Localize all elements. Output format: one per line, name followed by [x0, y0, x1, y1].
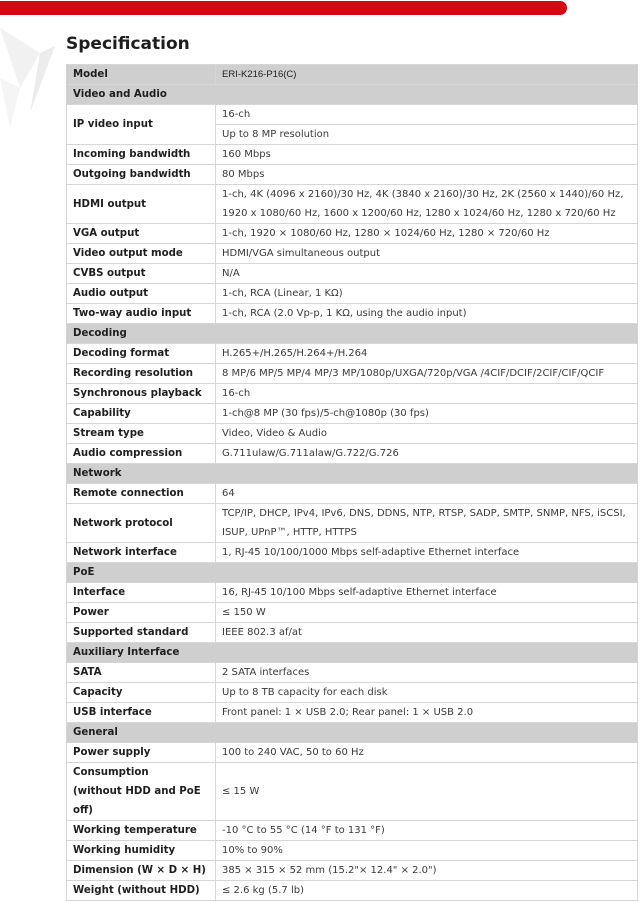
spec-label: Synchronous playback — [67, 384, 216, 404]
spec-value-line: IEEE 802.3 af/at — [222, 627, 302, 638]
spec-label: Interface — [67, 583, 216, 603]
spec-value-line: 16-ch — [222, 388, 251, 399]
spec-value — [216, 743, 638, 763]
spec-value-line: 1-ch, RCA (2.0 Vp-p, 1 KΩ, using the audio input) — [222, 308, 467, 319]
spec-row-outgoing-bandwidth — [67, 165, 638, 185]
spec-value — [216, 264, 638, 284]
spec-value-line: 80 Mbps — [222, 169, 265, 180]
spec-label: VGA output — [67, 224, 216, 244]
spec-value — [216, 663, 638, 683]
spec-value — [216, 603, 638, 623]
spec-label: Stream type — [67, 424, 216, 444]
spec-row-hdmi-output — [67, 185, 638, 224]
spec-value-line: H.265+/H.265/H.264+/H.264 — [222, 348, 368, 359]
spec-label: Incoming bandwidth — [67, 145, 216, 165]
spec-label: Outgoing bandwidth — [67, 165, 216, 185]
spec-row-video-output-mode — [67, 244, 638, 264]
section-header-poe — [67, 563, 638, 583]
spec-row-network-protocol — [67, 504, 638, 543]
spec-value — [216, 821, 638, 841]
section-title: Auxiliary Interface — [67, 643, 638, 663]
spec-row-working-temperature — [67, 821, 638, 841]
spec-row-audio-compression — [67, 444, 638, 464]
spec-value-line: 160 Mbps — [222, 149, 271, 160]
spec-label: Working humidity — [67, 841, 216, 861]
model-value: ERI-K216-P16(C) — [216, 65, 638, 85]
spec-value — [216, 881, 638, 901]
spec-value-line: 385 × 315 × 52 mm (15.2"× 12.4" × 2.0") — [222, 865, 437, 876]
spec-value: Up to 8 MP resolution — [216, 125, 638, 145]
spec-label: Capability — [67, 404, 216, 424]
spec-value — [216, 484, 638, 504]
spec-value — [216, 504, 638, 543]
spec-value-line: -10 °C to 55 °C (14 °F to 131 °F) — [222, 825, 385, 836]
spec-value: 16-ch — [216, 105, 638, 125]
spec-label: Decoding format — [67, 344, 216, 364]
spec-label: Audio compression — [67, 444, 216, 464]
section-header-network — [67, 464, 638, 484]
spec-value — [216, 404, 638, 424]
spec-row-ip-video-input — [67, 105, 638, 125]
specification-table — [66, 64, 638, 901]
spec-row-vga-output — [67, 224, 638, 244]
spec-value — [216, 145, 638, 165]
spec-value — [216, 861, 638, 881]
spec-value-line: 1-ch, 4K (4096 x 2160)/30 Hz, 4K (3840 x 2160)/30 Hz, 2K (2560 x 1440)/60 Hz, — [222, 189, 624, 200]
spec-row-cvbs-output — [67, 264, 638, 284]
decorative-polygon-graphic — [0, 18, 60, 128]
spec-row-sata — [67, 663, 638, 683]
spec-label: HDMI output — [67, 185, 216, 224]
spec-value-line: 16, RJ-45 10/100 Mbps self-adaptive Ethernet interface — [222, 587, 497, 598]
spec-value-line: Up to 8 TB capacity for each disk — [222, 687, 388, 698]
spec-value-line: TCP/IP, DHCP, IPv4, IPv6, DNS, DDNS, NTP, RTSP, SADP, SMTP, SNMP, NFS, iSCSI, — [222, 508, 626, 519]
spec-label — [67, 763, 216, 821]
spec-value-line: 1920 x 1080/60 Hz, 1600 x 1200/60 Hz, 1280 x 1024/60 Hz, 1280 x 720/60 Hz — [222, 208, 616, 219]
spec-value-line: 1-ch@8 MP (30 fps)/5-ch@1080p (30 fps) — [222, 408, 429, 419]
spec-label: USB interface — [67, 703, 216, 723]
spec-value — [216, 165, 638, 185]
spec-value-line: 10% to 90% — [222, 845, 283, 856]
spec-value — [216, 344, 638, 364]
spec-row-decoding-format — [67, 344, 638, 364]
spec-value-line: 8 MP/6 MP/5 MP/4 MP/3 MP/1080p/UXGA/720p/VGA /4CIF/DCIF/2CIF/CIF/QCIF — [222, 368, 605, 379]
spec-value — [216, 424, 638, 444]
spec-label: Power — [67, 603, 216, 623]
section-header-decoding — [67, 324, 638, 344]
spec-label-line: Consumption — [73, 767, 149, 778]
spec-value — [216, 304, 638, 324]
spec-row-recording-resolution — [67, 364, 638, 384]
spec-value-line: 64 — [222, 488, 235, 499]
spec-row-incoming-bandwidth — [67, 145, 638, 165]
section-title: PoE — [67, 563, 638, 583]
spec-value-line: Video, Video & Audio — [222, 428, 327, 439]
spec-label: CVBS output — [67, 264, 216, 284]
spec-row-capacity — [67, 683, 638, 703]
spec-value — [216, 763, 638, 821]
spec-value — [216, 444, 638, 464]
spec-value-line: ISUP, UPnP™, HTTP, HTTPS — [222, 527, 357, 538]
spec-value — [216, 623, 638, 643]
spec-value-line: N/A — [222, 268, 240, 279]
spec-value — [216, 224, 638, 244]
spec-label: Weight (without HDD) — [67, 881, 216, 901]
spec-value — [216, 683, 638, 703]
spec-label: Two-way audio input — [67, 304, 216, 324]
spec-value — [216, 364, 638, 384]
spec-value-line: 1-ch, 1920 × 1080/60 Hz, 1280 × 1024/60 Hz, 1280 × 720/60 Hz — [222, 228, 550, 239]
spec-label: Capacity — [67, 683, 216, 703]
model-row — [67, 65, 638, 85]
spec-label: Recording resolution — [67, 364, 216, 384]
spec-row-interface — [67, 583, 638, 603]
spec-row-working-humidity — [67, 841, 638, 861]
spec-label: SATA — [67, 663, 216, 683]
spec-row-usb-interface — [67, 703, 638, 723]
spec-label: Video output mode — [67, 244, 216, 264]
section-title: Decoding — [67, 324, 638, 344]
spec-row-remote-connection — [67, 484, 638, 504]
spec-label: Remote connection — [67, 484, 216, 504]
section-title: Video and Audio — [67, 85, 638, 105]
spec-value-line: 2 SATA interfaces — [222, 667, 310, 678]
spec-value-line: 1, RJ-45 10/100/1000 Mbps self-adaptive Ethernet interface — [222, 547, 520, 558]
spec-label: Working temperature — [67, 821, 216, 841]
section-header-general — [67, 723, 638, 743]
spec-label: Audio output — [67, 284, 216, 304]
spec-label: Network protocol — [67, 504, 216, 543]
spec-label-line: (without HDD and PoE off) — [73, 786, 201, 816]
spec-row-capability — [67, 404, 638, 424]
section-header-auxiliary-interface — [67, 643, 638, 663]
spec-value — [216, 284, 638, 304]
spec-value-line: G.711ulaw/G.711alaw/G.722/G.726 — [222, 448, 399, 459]
brand-header-bar — [0, 1, 567, 15]
page-title: Specification — [66, 34, 190, 54]
spec-value — [216, 841, 638, 861]
spec-row-network-interface — [67, 543, 638, 563]
spec-row-dimension-w-d-h — [67, 861, 638, 881]
spec-value-line: ≤ 15 W — [222, 786, 260, 797]
spec-row-supported-standard — [67, 623, 638, 643]
spec-label: Power supply — [67, 743, 216, 763]
spec-value — [216, 583, 638, 603]
section-header-video-and-audio — [67, 85, 638, 105]
spec-value-line: 1-ch, RCA (Linear, 1 KΩ) — [222, 288, 343, 299]
spec-value-line: HDMI/VGA simultaneous output — [222, 248, 380, 259]
spec-row-audio-output — [67, 284, 638, 304]
spec-row-consumption — [67, 763, 638, 821]
spec-value — [216, 384, 638, 404]
spec-label: Dimension (W × D × H) — [67, 861, 216, 881]
spec-value-line: ≤ 2.6 kg (5.7 lb) — [222, 885, 304, 896]
spec-value-line: Front panel: 1 × USB 2.0; Rear panel: 1 × USB 2.0 — [222, 707, 474, 718]
spec-row-power — [67, 603, 638, 623]
spec-row-stream-type — [67, 424, 638, 444]
model-label: Model — [67, 65, 216, 85]
spec-value — [216, 703, 638, 723]
spec-label: IP video input — [67, 105, 216, 145]
spec-label: Network interface — [67, 543, 216, 563]
spec-value-line: ≤ 150 W — [222, 607, 266, 618]
section-title: Network — [67, 464, 638, 484]
spec-label: Supported standard — [67, 623, 216, 643]
spec-row-two-way-audio-input — [67, 304, 638, 324]
spec-value-line: 100 to 240 VAC, 50 to 60 Hz — [222, 747, 364, 758]
spec-value — [216, 185, 638, 224]
spec-row-synchronous-playback — [67, 384, 638, 404]
spec-value — [216, 244, 638, 264]
spec-value — [216, 543, 638, 563]
spec-row-weight-without-hdd — [67, 881, 638, 901]
section-title: General — [67, 723, 638, 743]
spec-row-power-supply — [67, 743, 638, 763]
